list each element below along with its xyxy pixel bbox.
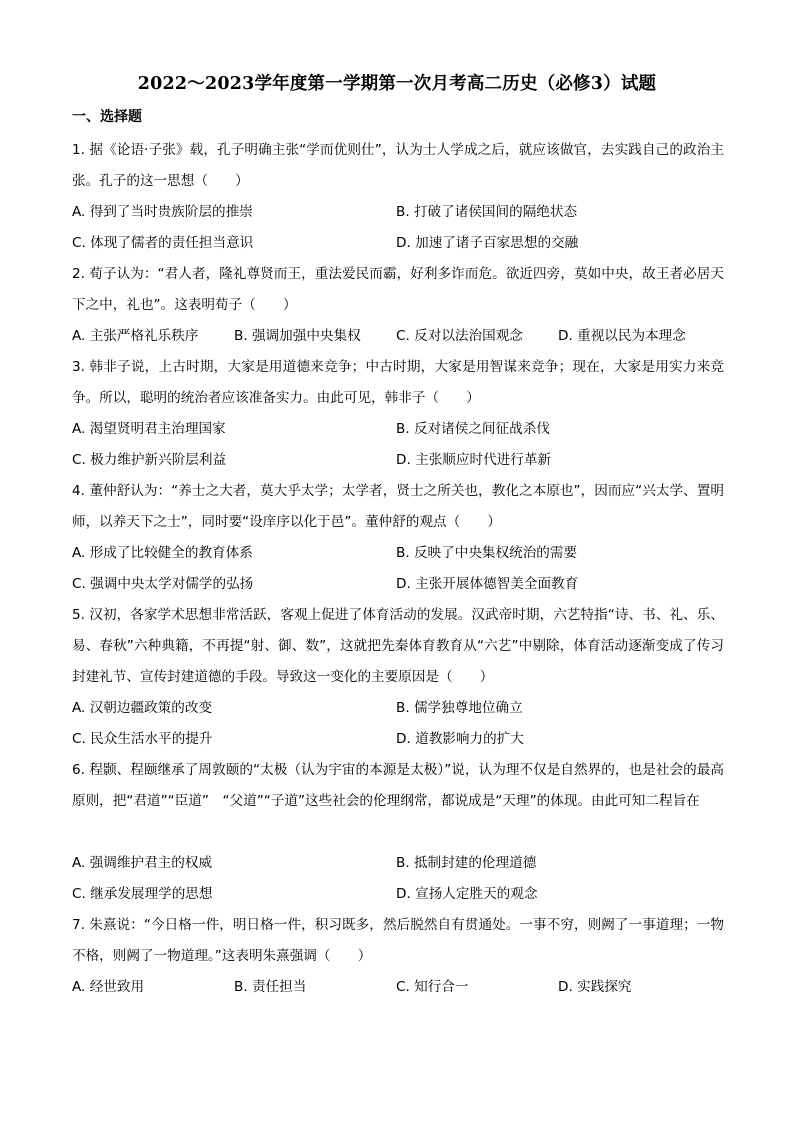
option-b: B. 反对诸侯之间征战杀伐 <box>396 421 550 437</box>
option-a: A. 得到了当时贵族阶层的推崇 <box>72 204 253 220</box>
option-a: A. 渴望贤明君主治理国家 <box>72 421 226 437</box>
option-b: B. 反映了中央集权统治的需要 <box>396 545 578 561</box>
option-b: B. 打破了诸侯国间的隔绝状态 <box>396 204 578 220</box>
question-6-options <box>72 848 732 910</box>
question-4-options <box>72 538 732 600</box>
option-a: A. 主张严格礼乐秩序 <box>72 328 199 344</box>
option-b: B. 强调加强中央集权 <box>234 328 361 344</box>
question-7-stem: 7. 朱熹说：“今日格一件，明日格一件，积习既多，然后脱然自有贯通处。一事不穷，则阙了一事道理；一物不格，则阙了一物道理。”这表明朱熹强调（ ） <box>72 917 724 964</box>
option-d: D. 重视以民为本理念 <box>558 328 686 344</box>
question-7-options <box>72 972 732 1003</box>
option-a: A. 汉朝边疆政策的改变 <box>72 700 213 716</box>
exam-title: 2022～2023学年度第一学期第一次月考高二历史（必修3）试题 <box>137 74 657 94</box>
option-d: D. 主张开展体德智美全面教育 <box>396 576 579 592</box>
option-b: B. 抵制封建的伦理道德 <box>396 855 537 871</box>
option-c: C. 民众生活水平的提升 <box>72 731 213 747</box>
question-1-options <box>72 197 732 259</box>
option-c: C. 反对以法治国观念 <box>396 328 523 344</box>
option-c: C. 体现了儒者的责任担当意识 <box>72 235 254 251</box>
option-d: D. 道教影响力的扩大 <box>396 731 524 747</box>
option-d: D. 加速了诸子百家思想的交融 <box>396 235 579 251</box>
section-heading: 一、选择题 <box>72 109 142 125</box>
option-d: D. 实践探究 <box>558 979 632 995</box>
option-d: D. 宣扬人定胜天的观念 <box>396 886 538 902</box>
option-b: B. 儒学独尊地位确立 <box>396 700 523 716</box>
option-d: D. 主张顺应时代进行革新 <box>396 452 552 468</box>
option-c: C. 极力维护新兴阶层利益 <box>72 452 227 468</box>
option-c: C. 强调中央太学对儒学的弘扬 <box>72 576 254 592</box>
question-5-options <box>72 693 732 755</box>
option-c: C. 知行合一 <box>396 979 469 995</box>
question-6-stem: 6. 程颢、程颐继承了周敦颐的“太极（认为宇宙的本源是太极）”说，认为理不仅是自然界的，也是社会的最高原则，把“君道”“臣道” “父道”“子道”这些社会的伦理纲常，都说成是“天理”的体现。由此可知二程旨在 <box>72 762 724 809</box>
question-2-stem: 2. 荀子认为：“君人者，隆礼尊贤而王，重法爱民而霸，好利多诈而危。欲近四旁，莫如中央，故王者必居天下之中，礼也”。这表明荀子（ ） <box>72 266 724 313</box>
option-a: A. 形成了比较健全的教育体系 <box>72 545 253 561</box>
question-5-stem: 5. 汉初，各家学术思想非常活跃，客观上促进了体育活动的发展。汉武帝时期，六艺特指“诗、书、礼、乐、易、春秋”六种典籍，不再提“射、御、数”，这就把先秦体育教育从“六艺”中剔除，体育活动逐渐变成了传习封建礼节、宣传封建道德的手段。导致这一变化的主要原因是（ ） <box>72 607 724 685</box>
option-a: A. 强调维护君主的权威 <box>72 855 213 871</box>
question-3-stem: 3. 韩非子说，上古时期，大家是用道德来竞争；中古时期，大家是用智谋来竞争；现在，大家是用实力来竞争。所以，聪明的统治者应该准备实力。由此可见，韩非子（ ） <box>72 359 724 406</box>
question-1-stem: 1. 据《论语·子张》载，孔子明确主张“学而优则仕”，认为士人学成之后，就应该做官，去实践自己的政治主张。孔子的这一思想（ ） <box>72 142 724 189</box>
question-4-stem: 4. 董仲舒认为：“养士之大者，莫大乎太学；太学者，贤士之所关也，教化之本原也”，因而应“兴太学、置明师，以养天下之士”，同时要“设庠序以化于邑”。董仲舒的观点（ ） <box>72 483 724 530</box>
option-b: B. 责任担当 <box>234 979 307 995</box>
option-c: C. 继承发展理学的思想 <box>72 886 213 902</box>
question-2-options <box>72 321 732 352</box>
question-3-options <box>72 414 732 476</box>
option-a: A. 经世致用 <box>72 979 145 995</box>
